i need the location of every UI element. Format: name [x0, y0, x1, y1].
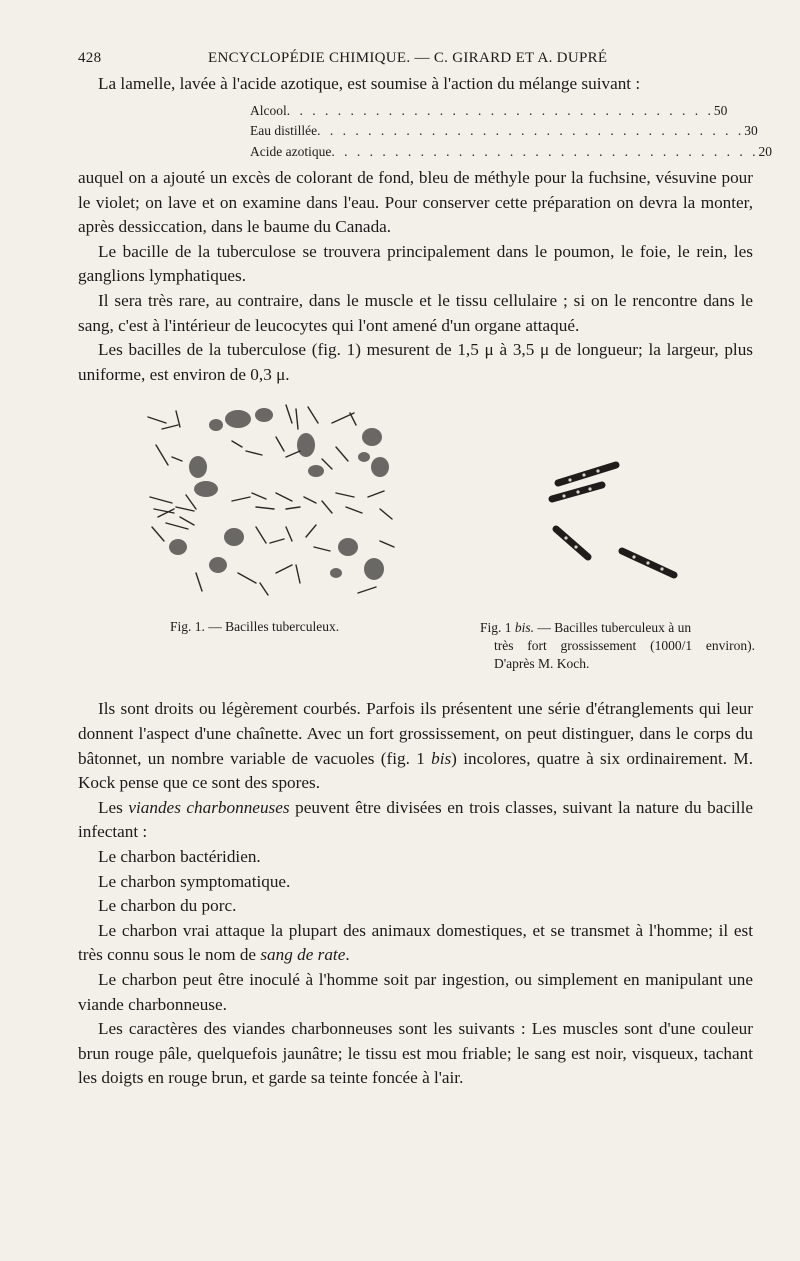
list-item: Le charbon du porc.	[98, 896, 237, 916]
fig1bis-magnified-bacilli	[538, 457, 678, 587]
running-header	[78, 44, 753, 72]
list-item: Le charbon bactéridien.	[98, 847, 261, 866]
paragraph-dimensions: Les bacilles de la tuberculose (fig. 1) mesurent de 1,5 μ à 3,5 μ de longueur; la largeur, plus uniforme, est environ de 0,3 μ.	[78, 340, 753, 384]
paragraph-viandes: Les viandes charbonneuses peuvent être divisées en trois classes, suivant la nature du bacille infectant :	[78, 797, 753, 842]
formula-ingredient: Eau distillée	[250, 123, 318, 139]
paragraph-forme: Ils sont droits ou légèrement courbés. Parfois ils présentent une série d'étranglements qui leur donnent l'aspect d'une chaînette. Avec un fort grossissement, on peut distinguer, dans le corps du bâtonnet, un nombre variable de vacuoles (fig. 1 bis) incolores, quatre à six ordinairement. M. Kock pense que ce sont des spores.	[78, 699, 753, 793]
formula-row: Acide azotique . . . . . . . . . . . . . . . . . . . . . . . . . . . . . . . . . . 20	[250, 142, 590, 163]
paragraph-colorant: auquel on a ajouté un excès de colorant de fond, bleu de méthyle pour la fuchsine, vésuvine pour le violet; on lave et on examine dans l'eau. Pour conserver cette préparation on devra la monter, après dessiccation, dans le baume du Canada.	[78, 168, 753, 237]
paragraph-caracteres: Les caractères des viandes charbonneuses sont les suivants : Les muscles sont d'une couleur brun rouge pâle, quelquefois jaunâtre; le tissu est mou friable; le sang est noir, visqueux, tachant les doigts en rouge brun, et garde sa teinte foncée à l'air.	[78, 1019, 753, 1088]
paragraph-charbon-vrai: Le charbon vrai attaque la plupart des animaux domestiques, et se transmet à l'homme; il est très connu sous le nom de sang de rate.	[78, 920, 753, 965]
fig1-bacilli-illustration	[136, 397, 406, 607]
page-number: 428	[78, 50, 102, 66]
figures-block	[78, 397, 753, 697]
formula-value: 20	[758, 143, 772, 159]
fig1bis-caption: Fig. 1 bis. — Bacilles tuberculeux à un très fort grossissement (1000/1 environ). D'après M. Koch.	[480, 620, 755, 672]
formula-ingredient: Alcool	[250, 102, 287, 118]
paragraph-localisation: Le bacille de la tuberculose se trouvera principalement dans le poumon, le foie, le rein, les ganglions lymphatiques.	[78, 241, 753, 286]
paragraph-rare: Il sera très rare, au contraire, dans le muscle et le tissu cellulaire ; si on le rencontre dans le sang, c'est à l'intérieur de leucocytes qui l'ont amené d'un organe attaqué.	[78, 291, 753, 335]
list-item: Le charbon symptomatique.	[98, 871, 291, 891]
formula-value: 30	[744, 123, 758, 139]
paragraph-lamelle: La lamelle, lavée à l'acide azotique, est soumise à l'action du mélange suivant :	[98, 74, 641, 93]
formula-value: 50	[713, 102, 728, 118]
formula-row: Alcool . . . . . . . . . . . . . . . . . . . . . . . . . . . . . . . . . . 50	[250, 101, 590, 122]
fig1-caption: Fig. 1. — Bacilles tuberculeux.	[170, 619, 340, 635]
reagent-formula	[250, 101, 772, 163]
running-title: ENCYCLOPÉDIE CHIMIQUE. — C. GIRARD ET A. DUPRÉ	[208, 50, 608, 66]
formula-ingredient: Acide azotique	[250, 143, 332, 159]
page	[78, 44, 772, 1091]
formula-row: Eau distillée . . . . . . . . . . . . . . . . . . . . . . . . . . . . . . . . . . 30	[250, 121, 590, 142]
paragraph-inoculation: Le charbon peut être inoculé à l'homme soit par ingestion, ou simplement en manipulant une viande charbonneuse.	[78, 969, 753, 1014]
